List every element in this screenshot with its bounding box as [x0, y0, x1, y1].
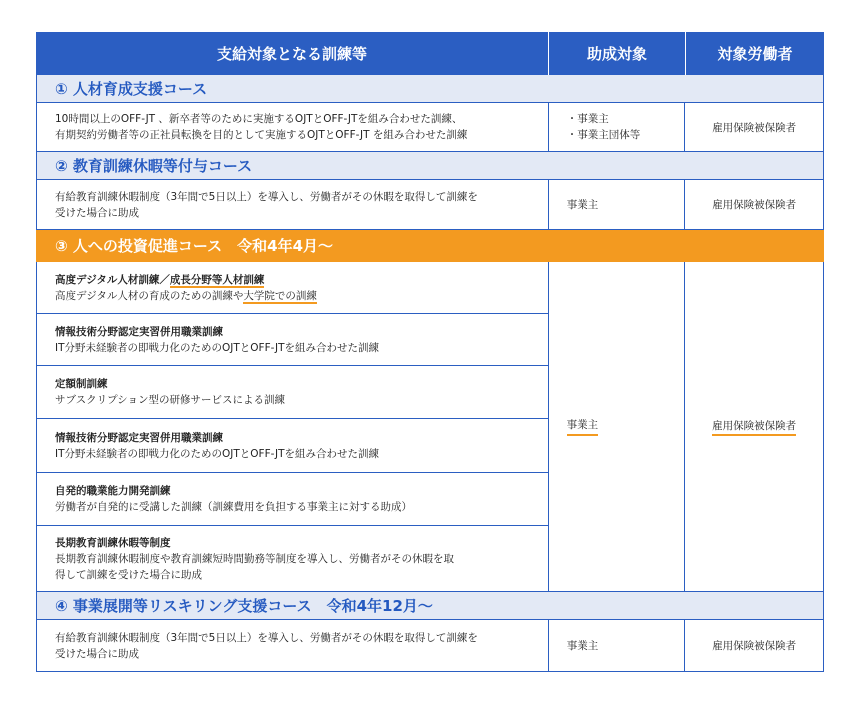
- section-course-2: ② 教育訓練休暇等付与コース: [36, 152, 824, 180]
- table-header: [36, 32, 824, 75]
- course-3-workers-text: 雇用保険被保険者: [712, 418, 796, 436]
- table-row: [36, 103, 824, 152]
- item-title: 長期教育訓練休暇等制度: [55, 536, 171, 549]
- course-4-workers: 雇用保険被保険者: [712, 640, 797, 652]
- item-title-b: 成長分野等人材訓練: [169, 273, 265, 286]
- header-training: 支給対象となる訓練等: [36, 32, 549, 75]
- item-title: [55, 272, 530, 288]
- subsidy-table: [36, 32, 824, 672]
- item-title: 情報技術分野認定実習併用職業訓練: [55, 431, 223, 444]
- item-desc: 得して訓練を受けた場合に助成: [55, 568, 202, 581]
- item-title-a: 高度デジタル人材訓練／: [55, 273, 170, 286]
- course-1-targets: [549, 103, 686, 151]
- list-item: [37, 526, 548, 591]
- course-2-workers: 雇用保険被保険者: [712, 199, 797, 211]
- target-item: ・事業主: [566, 113, 609, 125]
- course-1-workers: 雇用保険被保険者: [712, 121, 797, 134]
- course-4-target: 事業主: [549, 620, 686, 671]
- desc-line: 有給教育訓練休暇制度（3年間で5日以上）を導入し、労働者がその休暇を取得して訓練を: [55, 631, 478, 644]
- item-desc: IT分野未経験者の即戦力化のためのOJTとOFF-JTを組み合わせた訓練: [55, 447, 380, 460]
- list-item: [37, 262, 548, 314]
- item-desc: [55, 288, 530, 304]
- course-2-description: [37, 180, 549, 229]
- section-course-1: ① 人材育成支援コース: [36, 75, 824, 103]
- item-desc: IT分野未経験者の即戦力化のためのOJTとOFF-JTを組み合わせた訓練: [55, 341, 380, 354]
- target-item: ・事業主団体等: [566, 129, 641, 141]
- header-subsidy-target: 助成対象: [549, 32, 686, 75]
- table-row: [36, 262, 824, 592]
- item-title: 情報技術分野認定実習併用職業訓練: [55, 325, 223, 338]
- header-workers: 対象労働者: [717, 45, 793, 63]
- course-1-description: [37, 103, 549, 151]
- list-item: [37, 419, 548, 473]
- desc-line: 受けた場合に助成: [55, 206, 139, 219]
- list-item: [37, 314, 548, 366]
- course-3-target: [549, 262, 686, 591]
- table-row: [36, 620, 824, 672]
- item-title: 定額制訓練: [55, 378, 108, 390]
- course-2-target: 事業主: [549, 180, 686, 229]
- item-title: 自発的職業能力開発訓練: [55, 485, 171, 497]
- item-desc: サブスクリプション型の研修サービスによる訓練: [55, 394, 285, 406]
- section-course-4: ④ 事業展開等リスキリング支援コース 令和4年12月～: [36, 592, 824, 620]
- item-desc: 長期教育訓練休暇制度や教育訓練短時間勤務等制度を導入し、労働者がその休暇を取: [55, 552, 454, 565]
- desc-line: 有給教育訓練休暇制度（3年間で5日以上）を導入し、労働者がその休暇を取得して訓練を: [55, 190, 478, 203]
- course-3-items: [37, 262, 549, 591]
- course-4-description: [37, 620, 549, 671]
- list-item: [37, 473, 548, 526]
- item-desc-a: 高度デジタル人材の育成のための訓練や: [55, 289, 244, 302]
- list-item: [37, 366, 548, 419]
- desc-line: 受けた場合に助成: [55, 647, 139, 660]
- desc-line: 有期契約労働者等の正社員転換を目的として実施するOJTとOFF-JT を組み合わせた訓練: [55, 129, 468, 141]
- item-desc-b: 大学院での訓練: [243, 289, 317, 302]
- course-3-workers: [685, 262, 823, 591]
- desc-line: 10時間以上のOFF-JT 、新卒者等のために実施するOJTとOFF-JTを組み合わせた訓練、: [55, 113, 463, 125]
- item-desc: 労働者が自発的に受講した訓練（訓練費用を負担する事業主に対する助成）: [55, 501, 412, 513]
- table-row: [36, 180, 824, 230]
- section-course-3: ③ 人への投資促進コース 令和4年4月～: [36, 230, 824, 262]
- course-3-target-text: 事業主: [567, 417, 599, 436]
